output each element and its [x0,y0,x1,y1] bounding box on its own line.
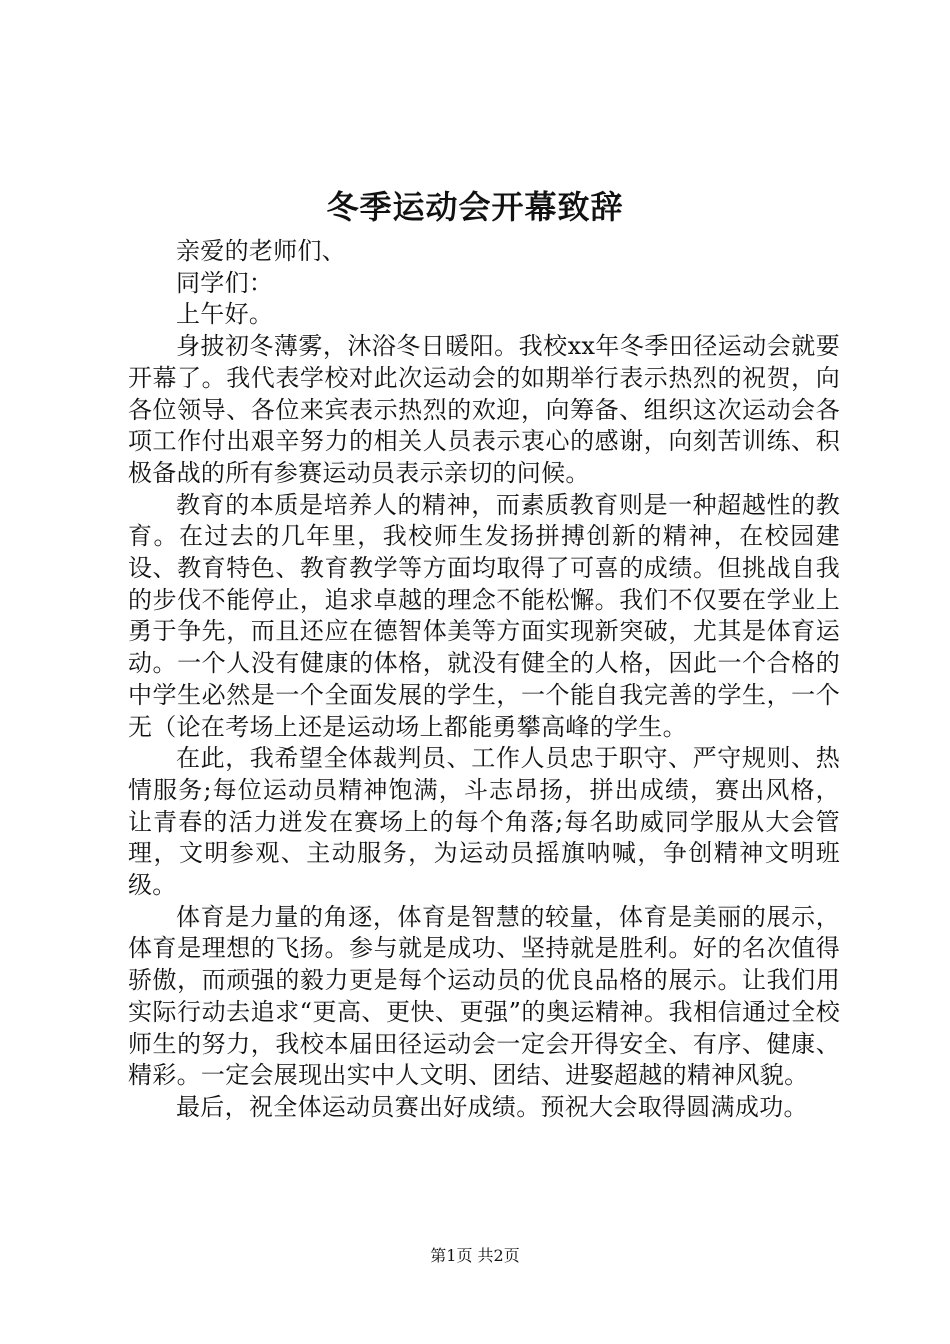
paragraph-education: 教育的本质是培养人的精神，而素质教育则是一种超越性的教育。在过去的几年里，我校师生发扬拼搏创新的精神，在校园建设、教育特色、教育教学等方面均取得了可喜的成绩。但挑战自我的步伐不能停止，追求卓越的理念不能松懈。我们不仅要在学业上勇于争先，而且还应在德智体美等方面实现新突破，尤其是体育运动。一个人没有健康的体格，就没有健全的人格，因此一个合格的中学生必然是一个全面发展的学生，一个能自我完善的学生，一个无（论在考场上还是运动场上都能勇攀高峰的学生。 [128,490,840,741]
paragraph-opening: 身披初冬薄雾，沐浴冬日暖阳。我校xx年冬季田径运动会就要开幕了。我代表学校对此次运动会的如期举行表示热烈的祝贺，向各位领导、各位来宾表示热烈的欢迎，向筹备、组织这次运动会各项工作付出艰辛努力的相关人员表示衷心的感谢，向刻苦训练、积极备战的所有参赛运动员表示亲切的问候。 [128,332,840,487]
greeting: 上午好。 [176,300,274,329]
paragraph-closing: 最后，祝全体运动员赛出好成绩。预祝大会取得圆满成功。 [176,1092,808,1121]
salutation-students: 同学们： [176,268,274,297]
salutation-teachers: 亲爱的老师们、 [176,237,347,265]
page-footer: 第1页 共2页 [430,1246,520,1265]
paragraph-hopes: 在此，我希望全体裁判员、工作人员忠于职守、严守规则、热情服务;每位运动员精神饱满，斗志昂扬，拼出成绩，赛出风格，让青春的活力迸发在赛场上的每个角落;每名助威同学服从大会管理，文明参观、主动服务，为运动员摇旗呐喊，争创精神文明班级。 [128,744,840,900]
paragraph-sports-spirit: 体育是力量的角逐，体育是智慧的较量，体育是美丽的展示，体育是理想的飞扬。参与就是成功、坚持就是胜利。好的名次值得骄傲，而顽强的毅力更是每个运动员的优良品格的展示。让我们用实际行动去追求“更高、更快、更强”的奥运精神。我相信通过全校师生的努力，我校本届田径运动会一定会开得安全、有序、健康、精彩。一定会展现出实中人文明、团结、进娶超越的精神风貌。 [128,902,840,1090]
document-title: 冬季运动会开幕致辞 [326,188,624,226]
document-body [128,236,840,1124]
